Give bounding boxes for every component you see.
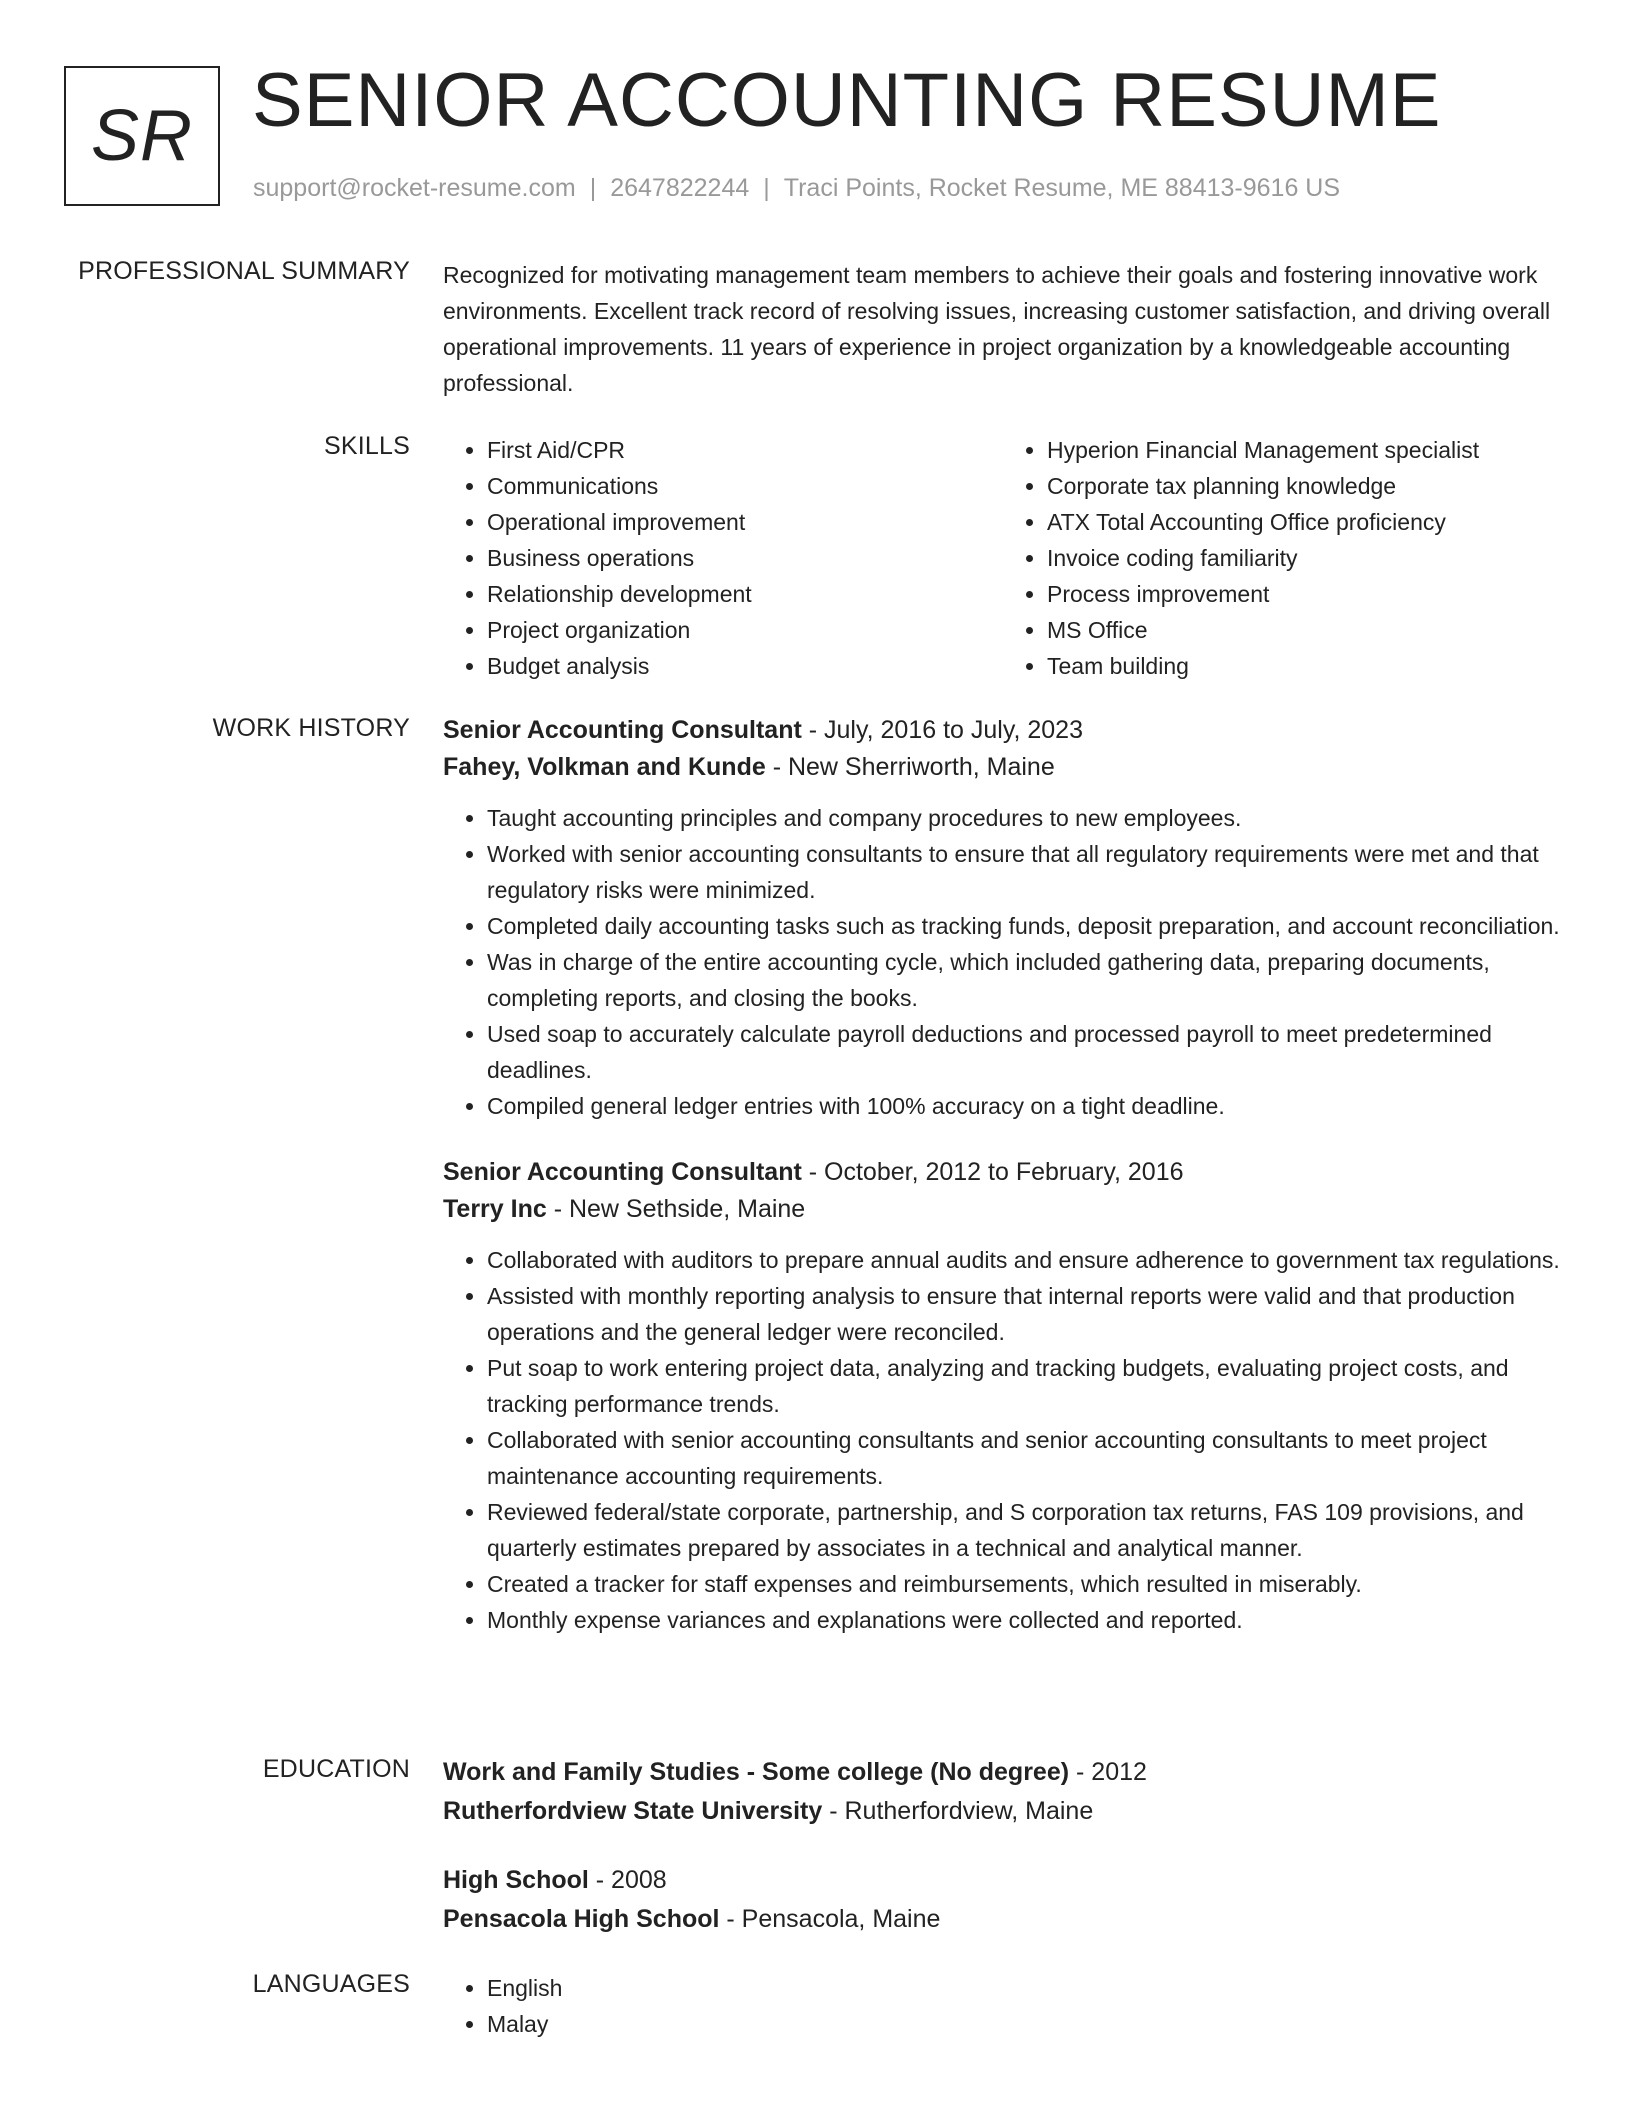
skill-item: • Budget analysis [487, 648, 1003, 684]
education-degree: High School [443, 1866, 589, 1894]
education-school: Rutherfordview State University [443, 1797, 823, 1825]
job-bullets [443, 800, 1563, 1124]
monogram-logo: SR [64, 66, 220, 206]
skill-item: • Business operations [487, 540, 1003, 576]
skill-item: • ATX Total Accounting Office proficiency [1047, 504, 1563, 540]
education-entry [443, 1753, 1563, 1831]
contact-separator: | [763, 174, 770, 202]
job-bullet: • Collaborated with auditors to prepare annual audits and ensure adherence to government tax regulations. [487, 1242, 1563, 1278]
contact-separator: | [589, 174, 597, 202]
job-dates: - July, 2016 to July, 2023 [808, 716, 1083, 744]
skill-item: • First Aid/CPR [487, 432, 1003, 468]
education-degree-line [443, 1861, 1563, 1900]
job-entry [443, 712, 1563, 1124]
education-degree-line [443, 1753, 1563, 1792]
job-dates: - October, 2012 to February, 2016 [808, 1158, 1184, 1186]
skills-list-left [443, 432, 1003, 684]
job-bullet: • Put soap to work entering project data, analyzing and tracking budgets, evaluating project costs, and tracking performance trends. [487, 1350, 1563, 1422]
job-location: - New Sethside, Maine [553, 1195, 806, 1223]
contact-address: Traci Points, Rocket Resume, ME 88413-9616 US [783, 174, 1341, 202]
skill-item: • Hyperion Financial Management specialist [1047, 432, 1563, 468]
job-company: Terry Inc [443, 1195, 547, 1223]
job-title-line [443, 1154, 1563, 1191]
job-bullet: • Used soap to accurately calculate payroll deductions and processed payroll to meet predetermined deadlines. [487, 1016, 1563, 1088]
education-year: - 2012 [1076, 1758, 1147, 1786]
section-body [443, 1970, 1563, 2042]
job-bullet: • Worked with senior accounting consultants to ensure that all regulatory requirements were met and that regulatory risks were minimized. [487, 836, 1563, 908]
language-item: • Malay [487, 2006, 1563, 2042]
section-label: EDUCATION [262, 1755, 410, 1783]
job-title-line [443, 712, 1563, 749]
skill-item: • Communications [487, 468, 1003, 504]
section-label: PROFESSIONAL SUMMARY [78, 257, 410, 285]
job-company-line [443, 749, 1563, 786]
contact-email[interactable]: support@rocket-resume.com [253, 174, 576, 202]
skill-item: • Team building [1047, 648, 1563, 684]
job-bullet: • Completed daily accounting tasks such as tracking funds, deposit preparation, and account reconciliation. [487, 908, 1563, 944]
job-company-line [443, 1191, 1563, 1228]
skill-item: • Corporate tax planning knowledge [1047, 468, 1563, 504]
education-year: - 2008 [595, 1866, 667, 1894]
job-bullet: • Monthly expense variances and explanations were collected and reported. [487, 1602, 1563, 1638]
education-school-line [443, 1900, 1563, 1939]
job-bullet: • Reviewed federal/state corporate, partnership, and S corporation tax returns, FAS 109 provisions, and quarterly estimates prepared by associates in a technical and analytical manner. [487, 1494, 1563, 1566]
skill-item: • Project organization [487, 612, 1003, 648]
job-bullet: • Compiled general ledger entries with 100% accuracy on a tight deadline. [487, 1088, 1563, 1124]
education-entry [443, 1861, 1563, 1939]
section-label: WORK HISTORY [212, 714, 410, 742]
section-body [443, 257, 1563, 401]
skill-item: • Invoice coding familiarity [1047, 540, 1563, 576]
job-bullet: • Was in charge of the entire accounting cycle, which included gathering data, preparing documents, completing reports, and closing the books. [487, 944, 1563, 1016]
education-degree: Work and Family Studies - Some college (No degree) [443, 1758, 1070, 1786]
job-title: Senior Accounting Consultant [443, 1158, 802, 1186]
skill-item: • Operational improvement [487, 504, 1003, 540]
job-bullet: • Created a tracker for staff expenses and reimbursements, which resulted in miserably. [487, 1566, 1563, 1602]
language-item: • English [487, 1970, 1563, 2006]
education-school-line [443, 1792, 1563, 1831]
skill-item: • MS Office [1047, 612, 1563, 648]
section-body [443, 1753, 1563, 1939]
job-title: Senior Accounting Consultant [443, 716, 802, 744]
job-bullet: • Taught accounting principles and company procedures to new employees. [487, 800, 1563, 836]
contact-phone[interactable]: 2647822244 [610, 174, 750, 202]
section-label: LANGUAGES [252, 1970, 410, 1998]
contact-line [253, 174, 1340, 203]
education-location: - Rutherfordview, Maine [829, 1797, 1094, 1825]
education-school: Pensacola High School [443, 1905, 720, 1933]
education-location: - Pensacola, Maine [726, 1905, 941, 1933]
summary-text: Recognized for motivating management team members to achieve their goals and fostering innovative work environments. Excellent track record of resolving issues, increasing customer satisfaction, and driving overall operational improvements. 11 years of experience in project organization by a knowledgeable accounting professional. [443, 262, 1551, 396]
skill-item: • Relationship development [487, 576, 1003, 612]
job-bullets [443, 1242, 1563, 1638]
section-body [443, 712, 1563, 1638]
job-bullet: • Assisted with monthly reporting analysis to ensure that internal reports were valid and that production operations and the general ledger were reconciled. [487, 1278, 1563, 1350]
skills-columns [443, 432, 1563, 684]
skill-item: • Process improvement [1047, 576, 1563, 612]
job-entry [443, 1154, 1563, 1638]
job-location: - New Sherriworth, Maine [772, 753, 1055, 781]
skills-list-right [1003, 432, 1563, 684]
job-bullet: • Collaborated with senior accounting consultants and senior accounting consultants to meet project maintenance accounting requirements. [487, 1422, 1563, 1494]
job-company: Fahey, Volkman and Kunde [443, 753, 766, 781]
languages-list [443, 1970, 1563, 2042]
section-label: SKILLS [324, 432, 410, 460]
resume-title: SENIOR ACCOUNTING RESUME [252, 58, 1442, 143]
